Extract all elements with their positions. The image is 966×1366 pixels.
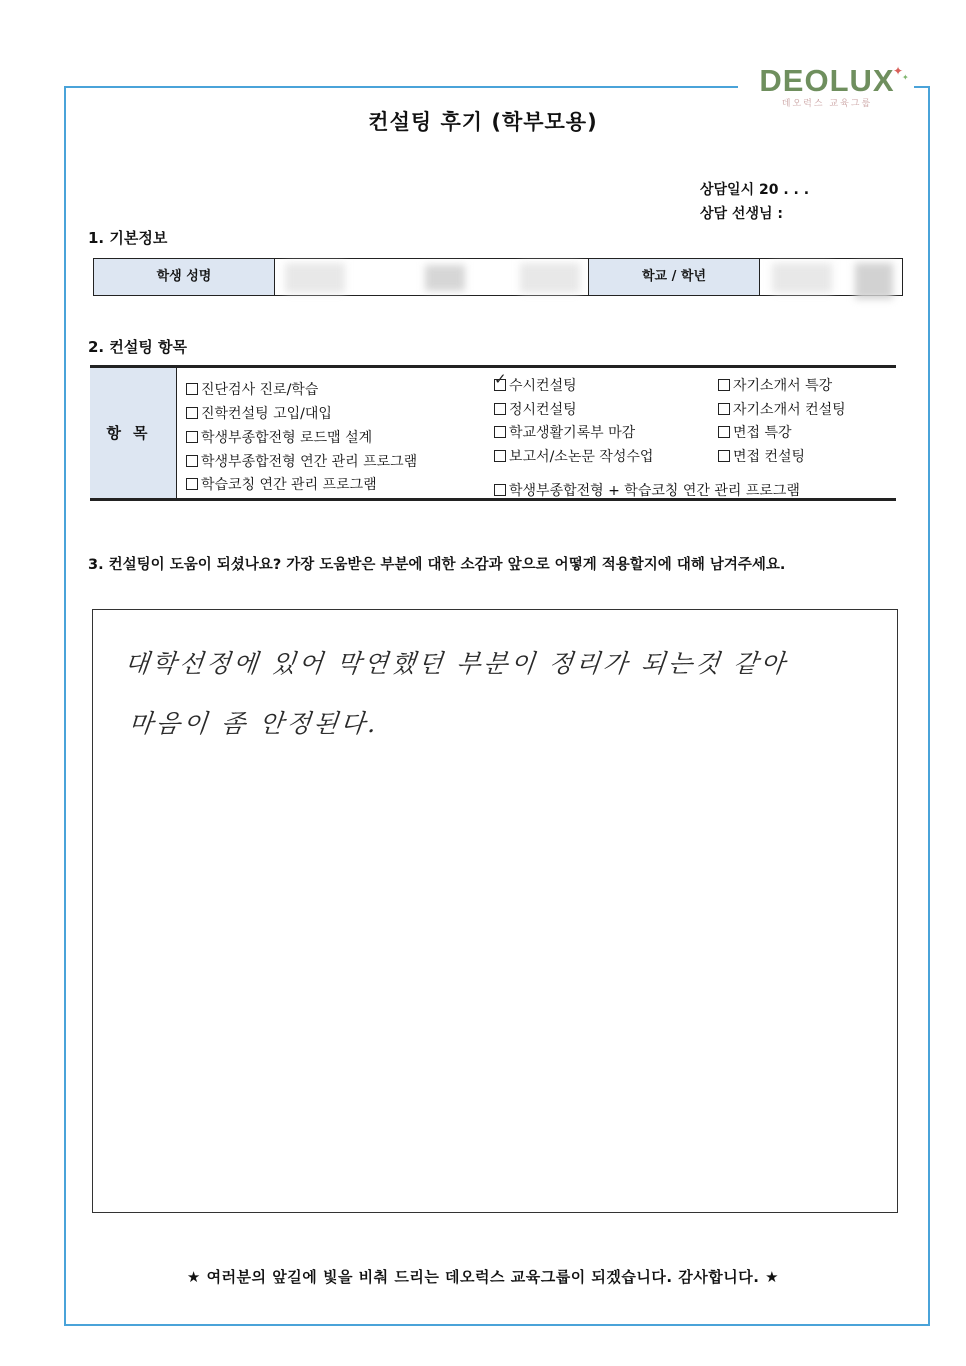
checkbox[interactable] [718, 379, 730, 391]
section3-question: 3. 컨설팅이 도움이 되셨나요? 가장 도움받은 부분에 대한 소감과 앞으로 어떻게 적용할지에 대해 남겨주세요. [88, 557, 786, 573]
section1-heading: 1. 기본정보 [88, 229, 168, 247]
checkbox-item[interactable] [494, 422, 635, 442]
checkbox-label: 면접 특강 [733, 425, 792, 441]
checkbox-item[interactable] [494, 446, 653, 466]
checkbox[interactable] [494, 484, 506, 496]
checkbox-item[interactable] [186, 474, 377, 494]
checkbox-item[interactable] [186, 451, 417, 471]
consulting-items-table [90, 365, 896, 501]
checkbox-item[interactable] [186, 379, 318, 399]
checkbox-item[interactable] [186, 427, 372, 447]
logo-sub-text: 데오럭스 교육그룹 [781, 99, 873, 109]
checkbox[interactable] [186, 407, 198, 419]
checkbox[interactable] [186, 455, 198, 467]
checkbox-label: 면접 컨설팅 [733, 449, 806, 465]
footer-message: ★ 여러분의 앞길에 빛을 비춰 드리는 데오럭스 교육그룹이 되겠습니다. 감사합니다. ★ [186, 1268, 780, 1286]
checkbox[interactable] [494, 450, 506, 462]
checkbox-item[interactable] [718, 446, 805, 466]
school-grade-label: 학교 / 학년 [589, 259, 760, 295]
handwritten-line: 마음이 좀 안정된다. [127, 709, 381, 738]
checkbox-item[interactable] [494, 480, 800, 500]
school-grade-field[interactable] [760, 259, 902, 295]
logo-main-text: DEOLUX [759, 63, 895, 98]
checkbox-item[interactable] [718, 399, 846, 419]
check-mark-icon: ✓ [494, 370, 507, 388]
checkbox[interactable] [186, 431, 198, 443]
section2-heading: 2. 컨설팅 항목 [88, 338, 188, 356]
page-title: 컨설팅 후기 (학부모용) [368, 110, 598, 134]
checkbox-item[interactable] [718, 375, 832, 395]
handwritten-line: 대학선정에 있어 막연했던 부분이 정리가 되는것 같아 [123, 649, 790, 678]
checkbox-label: 수시컨설팅 [509, 378, 577, 394]
checkbox-label: 자기소개서 컨설팅 [733, 402, 846, 418]
checkbox-item[interactable] [718, 422, 792, 442]
feedback-answer-area[interactable] [92, 609, 898, 1213]
checkbox-label: 학생부종합전형 연간 관리 프로그램 [201, 454, 418, 470]
checkbox-label: 진단검사 진로/학습 [201, 382, 319, 398]
student-name-label: 학생 성명 [94, 259, 275, 295]
checkbox-label: 진학컨설팅 고입/대입 [201, 406, 332, 422]
checkbox-checked[interactable] [494, 370, 507, 391]
checkbox[interactable] [494, 426, 506, 438]
checkbox[interactable] [494, 403, 506, 415]
star-icon: ✦ [893, 64, 904, 78]
checkbox-label: 학교생활기록부 마감 [509, 425, 636, 441]
items-row-header: 항목 [90, 368, 177, 498]
checkbox-label: 보고서/소논문 작성수업 [509, 449, 654, 465]
checkbox-label: 학생부종합전형 + 학습코칭 연간 관리 프로그램 [509, 483, 800, 499]
checkbox[interactable] [186, 383, 198, 395]
checkbox-item[interactable] [494, 370, 577, 395]
checkbox[interactable] [186, 478, 198, 490]
checkbox-item[interactable] [186, 403, 332, 423]
consult-date-label: 상담일시 20 . . . [700, 182, 810, 198]
student-name-field[interactable] [275, 259, 589, 295]
checkbox-item[interactable] [494, 399, 577, 419]
checkbox[interactable] [718, 450, 730, 462]
basic-info-row [93, 258, 903, 296]
checkbox[interactable] [718, 403, 730, 415]
checkbox[interactable] [718, 426, 730, 438]
checkbox-label: 자기소개서 특강 [733, 378, 833, 394]
checkbox-label: 학생부종합전형 로드맵 설계 [201, 430, 373, 446]
checkbox-label: 정시컨설팅 [509, 402, 577, 418]
star-icon: ✦ [902, 73, 909, 82]
checkbox-label: 학습코칭 연간 관리 프로그램 [201, 477, 377, 493]
consult-teacher-label: 상담 선생님 : [700, 206, 783, 222]
